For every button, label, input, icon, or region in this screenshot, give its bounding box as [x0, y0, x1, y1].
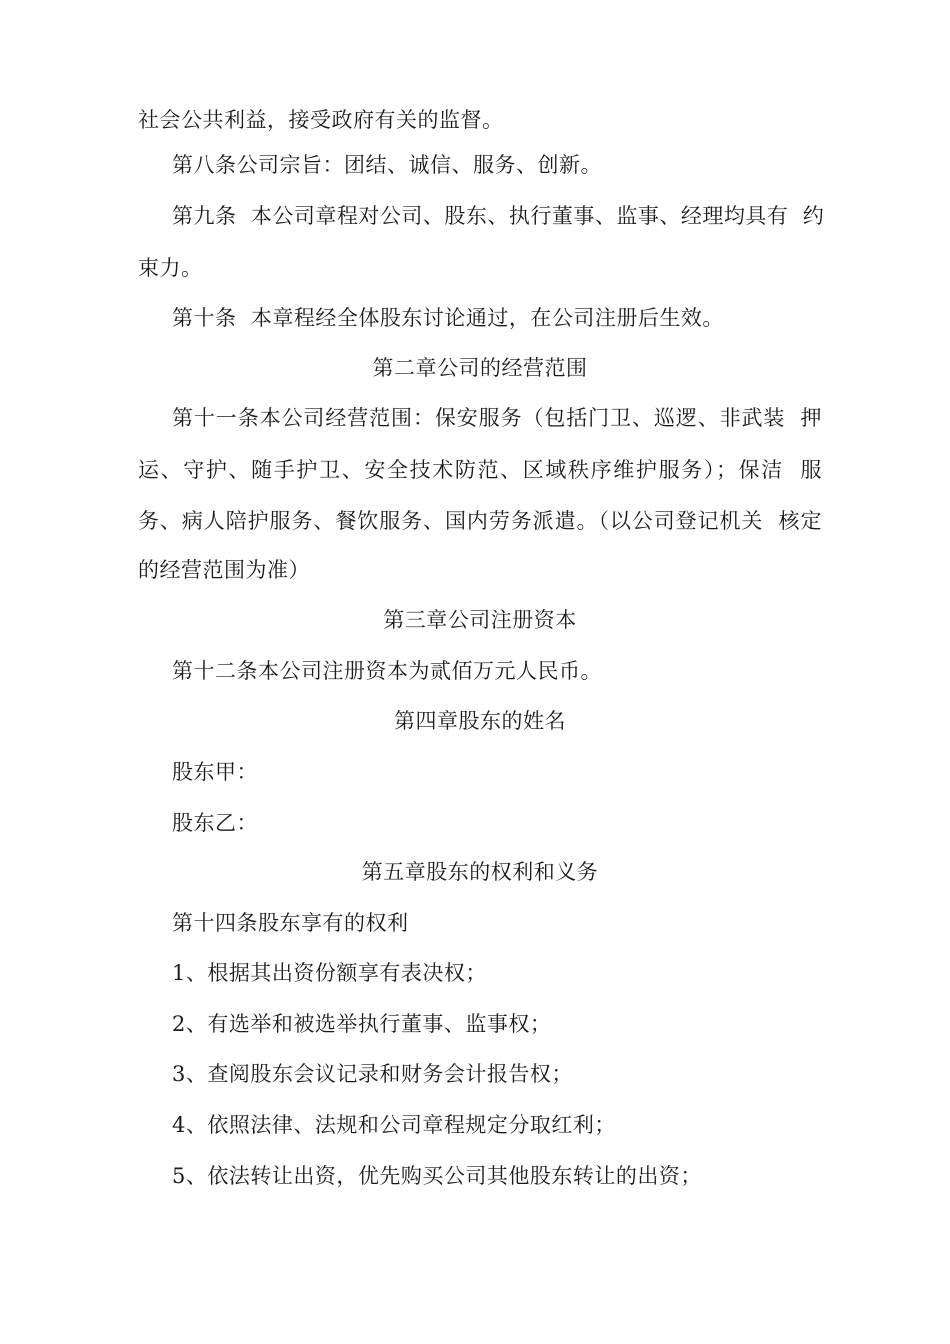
article-14: 第十四条股东享有的权利	[172, 911, 409, 935]
article-11: 第十一条本公司经营范围：保安服务（包括门卫、巡逻、非武装 押	[172, 406, 822, 430]
list-item-1: 1、根据其出资份额享有表决权；	[172, 961, 487, 985]
list-item-2: 2、有选举和被选举执行董事、监事权；	[172, 1012, 552, 1036]
paragraph-line: 社会公共利益，接受政府有关的监督。	[138, 108, 504, 132]
chapter-3-heading: 第三章公司注册资本	[383, 608, 577, 632]
article-9-continued: 束力。	[138, 256, 203, 280]
article-12: 第十二条本公司注册资本为贰佰万元人民币。	[172, 659, 602, 683]
shareholder-b: 股东乙：	[172, 811, 258, 835]
chapter-2-heading: 第二章公司的经营范围	[372, 356, 588, 380]
shareholder-a: 股东甲：	[172, 760, 258, 784]
article-9: 第九条 本公司章程对公司、股东、执行董事、监事、经理均具有 约	[172, 204, 825, 228]
list-item-3: 3、查阅股东会议记录和财务会计报告权；	[172, 1062, 573, 1086]
article-11-line-3: 务、病人陪护服务、餐饮服务、国内劳务派遣。（以公司登记机关 核定	[138, 509, 822, 533]
chapter-5-heading: 第五章股东的权利和义务	[361, 860, 599, 884]
article-11-line-4: 的经营范围为准）	[138, 558, 310, 582]
list-item-4: 4、依照法律、法规和公司章程规定分取红利；	[172, 1113, 616, 1137]
article-8: 第八条公司宗旨：团结、诚信、服务、创新。	[172, 153, 602, 177]
article-11-line-2: 运、守护、随手护卫、安全技术防范、区域秩序维护服务）；保洁 服	[138, 458, 822, 482]
list-item-5: 5、依法转让出资，优先购买公司其他股东转让的出资；	[172, 1164, 702, 1188]
chapter-4-heading: 第四章股东的姓名	[394, 709, 566, 733]
article-10: 第十条 本章程经全体股东讨论通过，在公司注册后生效。	[172, 306, 724, 330]
